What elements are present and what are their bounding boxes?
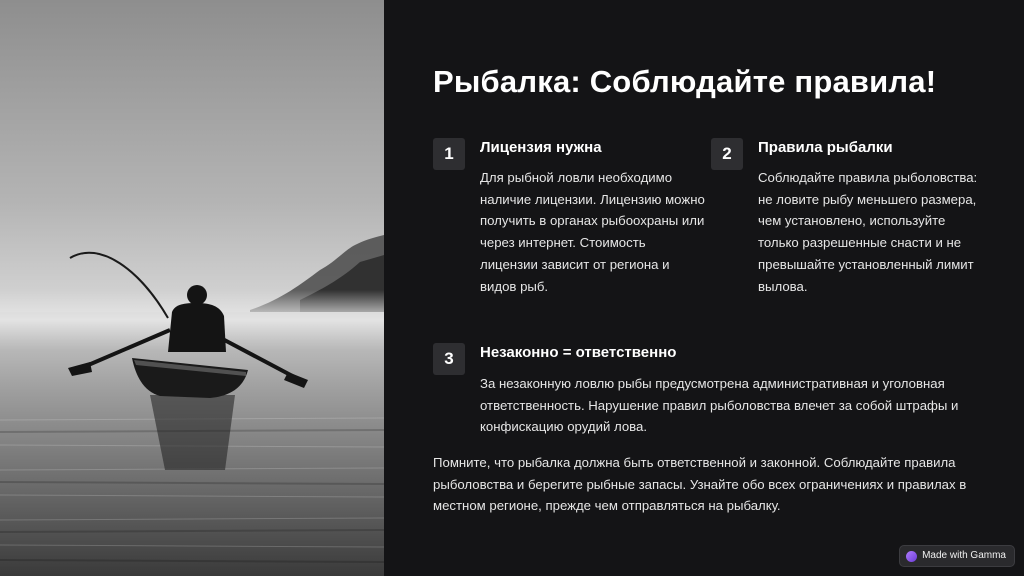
item-number-badge: 2	[711, 138, 743, 170]
item-description: За незаконную ловлю рыбы предусмотрена административная и уголовная ответственность. Нарушение правил рыболовства влечет за собой штрафы и конфискацию орудий лова.	[480, 376, 959, 435]
gamma-logo-icon	[906, 551, 917, 562]
item-heading: Незаконно = ответственно	[480, 344, 677, 361]
slide-title: Рыбалка: Соблюдайте правила!	[433, 64, 937, 99]
item-number-badge: 1	[433, 138, 465, 170]
item-description: Для рыбной ловли необходимо наличие лицензии. Лицензию можно получить в органах рыбоохраны или через интернет. Стоимость лицензии зависит от региона и видов рыб.	[480, 170, 705, 294]
item-description: Соблюдайте правила рыболовства: не ловите рыбу меньшего размера, чем установлено, используйте только разрешенные снасти и не превышайте установленный лимит вылова.	[758, 170, 978, 294]
made-with-gamma-badge[interactable]	[899, 545, 1015, 567]
content-panel	[384, 0, 1024, 576]
item-heading: Лицензия нужна	[480, 139, 602, 156]
item-number-badge: 3	[433, 343, 465, 375]
photo-illustration	[0, 0, 384, 576]
closing-paragraph: Помните, что рыбалка должна быть ответственной и законной. Соблюдайте правила рыболовства и берегите рыбные запасы. Узнайте обо всех ограничениях и правилах в местном регионе, прежде чем отправляться на рыбалку.	[433, 455, 967, 514]
badge-label: Made with Gamma	[922, 550, 1006, 561]
fisherman-boat-photo	[0, 0, 384, 576]
item-heading: Правила рыбалки	[758, 139, 893, 156]
